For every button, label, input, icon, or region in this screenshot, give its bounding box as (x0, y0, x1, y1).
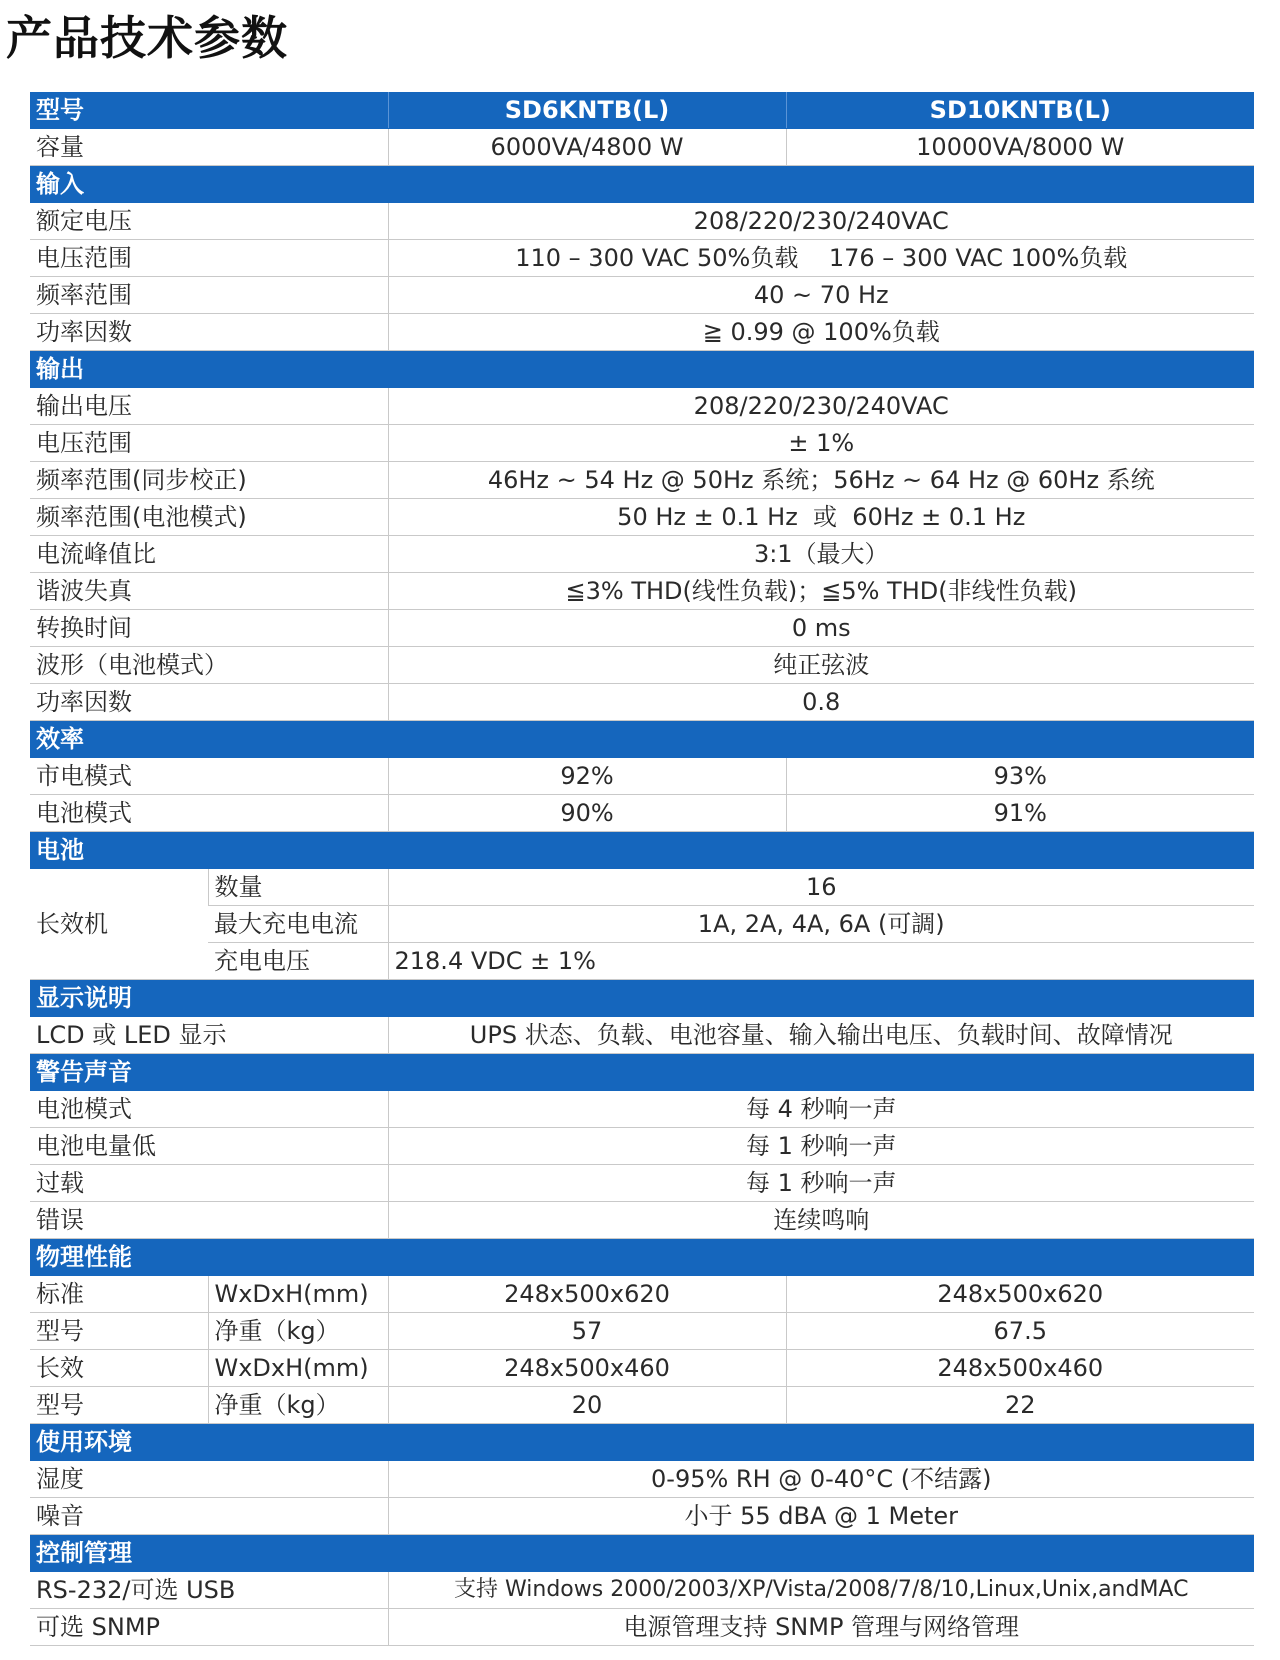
capacity-a: 6000VA/4800 W (388, 129, 786, 166)
row-label: 转换时间 (30, 610, 388, 647)
section-header-battery (30, 832, 1254, 869)
table-row (30, 684, 1254, 721)
section-header-control (30, 1535, 1254, 1572)
row-label: 容量 (30, 129, 388, 166)
table-row (30, 943, 1254, 980)
value-model-b: 248x500x460 (786, 1350, 1254, 1387)
value-model-b: 248x500x620 (786, 1276, 1254, 1313)
row-label: 市电模式 (30, 758, 388, 795)
table-row (30, 1202, 1254, 1239)
table-row (30, 1276, 1254, 1313)
row-value: 每 1 秒响一声 (388, 1165, 1254, 1202)
row-label: 最大充电电流 (208, 906, 388, 943)
table-row (30, 1128, 1254, 1165)
table-row (30, 129, 1254, 166)
header-model-label: 型号 (30, 92, 388, 129)
table-header-row (30, 92, 1254, 129)
section-title: 控制管理 (30, 1535, 1254, 1572)
row-label: 额定电压 (30, 203, 388, 240)
value-model-a: 57 (388, 1313, 786, 1350)
section-header-efficiency (30, 721, 1254, 758)
value-model-a: 92% (388, 758, 786, 795)
long-group-line1: 长效 (30, 1350, 208, 1387)
table-row (30, 388, 1254, 425)
table-row (30, 1091, 1254, 1128)
table-row (30, 536, 1254, 573)
table-row (30, 610, 1254, 647)
table-row (30, 1387, 1254, 1424)
row-value: 40 ~ 70 Hz (388, 277, 1254, 314)
row-value: 110 – 300 VAC 50%负载 176 – 300 VAC 100%负载 (388, 240, 1254, 277)
row-value: 46Hz ~ 54 Hz @ 50Hz 系统；56Hz ~ 64 Hz @ 60Hz 系统 (388, 462, 1254, 499)
row-value: 50 Hz ± 0.1 Hz 或 60Hz ± 0.1 Hz (388, 499, 1254, 536)
row-value: 连续鸣响 (388, 1202, 1254, 1239)
row-label: 频率范围(电池模式) (30, 499, 388, 536)
row-label: 功率因数 (30, 684, 388, 721)
value-model-a: 248x500x460 (388, 1350, 786, 1387)
value-model-b: 22 (786, 1387, 1254, 1424)
table-row (30, 573, 1254, 610)
row-label: 净重（kg） (208, 1387, 388, 1424)
row-label: 净重（kg） (208, 1313, 388, 1350)
capacity-b: 10000VA/8000 W (786, 129, 1254, 166)
row-label: 湿度 (30, 1461, 388, 1498)
row-value: 每 1 秒响一声 (388, 1128, 1254, 1165)
battery-group-label: 长效机 (30, 869, 208, 980)
row-label: 过载 (30, 1165, 388, 1202)
row-value: 208/220/230/240VAC (388, 203, 1254, 240)
section-title: 显示说明 (30, 980, 1254, 1017)
row-value: 每 4 秒响一声 (388, 1091, 1254, 1128)
row-value: 小于 55 dBA @ 1 Meter (388, 1498, 1254, 1535)
row-value: 208/220/230/240VAC (388, 388, 1254, 425)
section-header-display (30, 980, 1254, 1017)
row-label: 谐波失真 (30, 573, 388, 610)
long-group-line2: 型号 (30, 1387, 208, 1424)
row-value: 3:1（最大） (388, 536, 1254, 573)
value-model-b: 91% (786, 795, 1254, 832)
standard-group-line2: 型号 (30, 1313, 208, 1350)
table-row (30, 1461, 1254, 1498)
table-row (30, 795, 1254, 832)
section-title: 电池 (30, 832, 1254, 869)
table-row (30, 1498, 1254, 1535)
value-model-a: 90% (388, 795, 786, 832)
table-row (30, 499, 1254, 536)
table-row (30, 906, 1254, 943)
row-label: 电池模式 (30, 1091, 388, 1128)
row-value: 0-95% RH @ 0-40°C (不结露) (388, 1461, 1254, 1498)
row-label: WxDxH(mm) (208, 1350, 388, 1387)
table-row (30, 1313, 1254, 1350)
row-label: WxDxH(mm) (208, 1276, 388, 1313)
row-value: ≦3% THD(线性负载)；≦5% THD(非线性负载) (388, 573, 1254, 610)
section-title: 效率 (30, 721, 1254, 758)
value-model-a: 20 (388, 1387, 786, 1424)
section-title: 使用环境 (30, 1424, 1254, 1461)
row-label: 充电电压 (208, 943, 388, 980)
row-label: 电压范围 (30, 240, 388, 277)
section-header-physical (30, 1239, 1254, 1276)
row-label: LCD 或 LED 显示 (30, 1017, 388, 1054)
table-row (30, 758, 1254, 795)
row-value: 支持 Windows 2000/2003/XP/Vista/2008/7/8/10,Linux,Unix,andMAC (388, 1572, 1254, 1609)
table-row (30, 462, 1254, 499)
table-row (30, 1017, 1254, 1054)
header-model-a: SD6KNTB(L) (388, 92, 786, 129)
row-label: 可选 SNMP (30, 1609, 388, 1646)
row-value: 电源管理支持 SNMP 管理与网络管理 (388, 1609, 1254, 1646)
row-label: 电池模式 (30, 795, 388, 832)
table-row (30, 1165, 1254, 1202)
table-row (30, 425, 1254, 462)
row-value: 0 ms (388, 610, 1254, 647)
row-value: UPS 状态、负载、电池容量、输入输出电压、负载时间、故障情况 (388, 1017, 1254, 1054)
value-model-b: 67.5 (786, 1313, 1254, 1350)
row-label: 功率因数 (30, 314, 388, 351)
section-header-alarm (30, 1054, 1254, 1091)
value-model-b: 93% (786, 758, 1254, 795)
spec-table (30, 92, 1254, 1646)
row-value: 218.4 VDC ± 1% (388, 943, 1254, 980)
row-label: 电压范围 (30, 425, 388, 462)
row-value: 0.8 (388, 684, 1254, 721)
section-title: 警告声音 (30, 1054, 1254, 1091)
table-row (30, 1350, 1254, 1387)
table-row (30, 203, 1254, 240)
row-label: 频率范围(同步校正) (30, 462, 388, 499)
row-label: RS-232/可选 USB (30, 1572, 388, 1609)
table-row (30, 1572, 1254, 1609)
section-title: 输入 (30, 166, 1254, 203)
row-value: 16 (388, 869, 1254, 906)
section-header-input (30, 166, 1254, 203)
table-row (30, 314, 1254, 351)
table-row (30, 240, 1254, 277)
table-row (30, 647, 1254, 684)
row-value: 1A, 2A, 4A, 6A (可調) (388, 906, 1254, 943)
section-header-environment (30, 1424, 1254, 1461)
row-value: 纯正弦波 (388, 647, 1254, 684)
row-label: 输出电压 (30, 388, 388, 425)
header-model-b: SD10KNTB(L) (786, 92, 1254, 129)
row-label: 数量 (208, 869, 388, 906)
row-value: ≧ 0.99 @ 100%负载 (388, 314, 1254, 351)
table-row (30, 277, 1254, 314)
page-title: 产品技术参数 (6, 11, 288, 65)
value-model-a: 248x500x620 (388, 1276, 786, 1313)
row-label: 电流峰值比 (30, 536, 388, 573)
section-title: 输出 (30, 351, 1254, 388)
row-label: 频率范围 (30, 277, 388, 314)
table-row (30, 869, 1254, 906)
row-label: 波形（电池模式） (30, 647, 388, 684)
table-row (30, 1609, 1254, 1646)
row-label: 错误 (30, 1202, 388, 1239)
section-title: 物理性能 (30, 1239, 1254, 1276)
row-label: 噪音 (30, 1498, 388, 1535)
standard-group-line1: 标准 (30, 1276, 208, 1313)
section-header-output (30, 351, 1254, 388)
row-value: ± 1% (388, 425, 1254, 462)
row-label: 电池电量低 (30, 1128, 388, 1165)
